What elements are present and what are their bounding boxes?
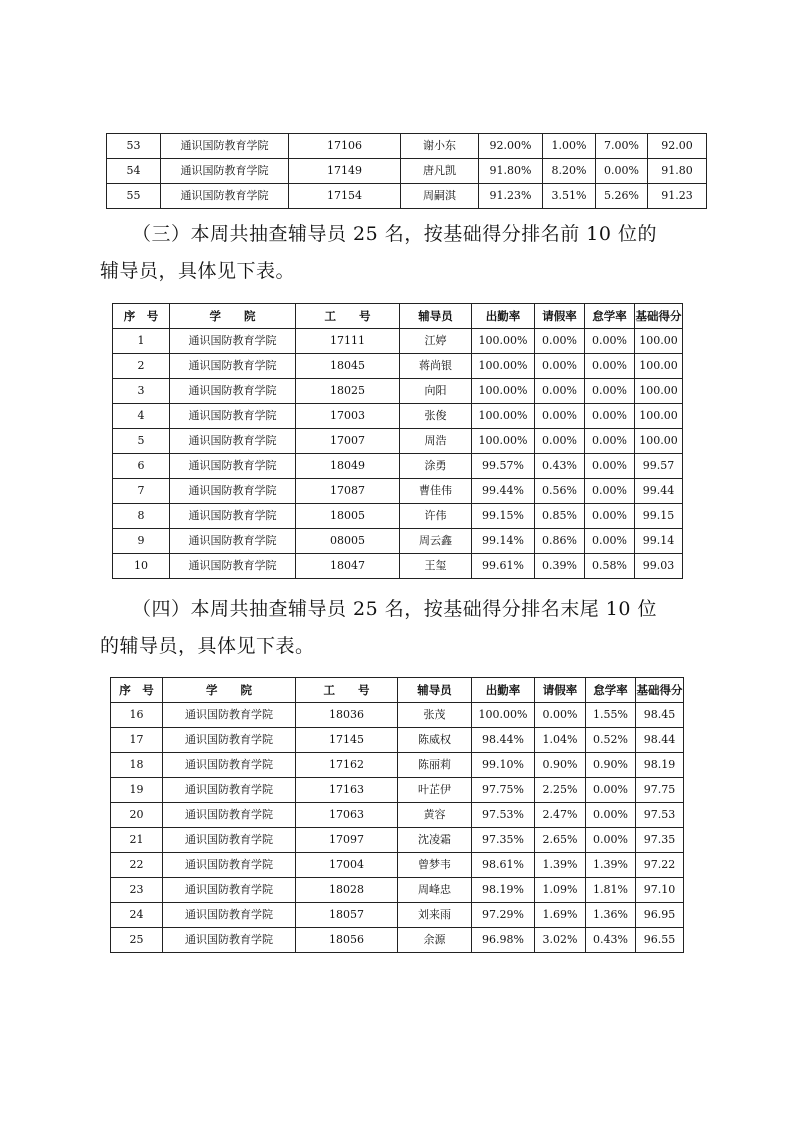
cell-attendance-rate: 99.14% <box>472 529 535 554</box>
table-row <box>111 778 684 803</box>
cell-rank: 4 <box>113 404 170 429</box>
cell-truancy-rate: 0.00% <box>585 504 635 529</box>
continued-ranking-table <box>106 133 707 209</box>
header-leave-rate: 请假率 <box>535 678 586 703</box>
cell-counselor: 陈威权 <box>398 728 472 753</box>
cell-leave-rate: 0.00% <box>535 429 585 454</box>
cell-staff-id: 17145 <box>296 728 398 753</box>
header-staff-id: 工 号 <box>296 304 400 329</box>
cell-counselor: 周嗣淇 <box>401 184 479 209</box>
cell-rank: 3 <box>113 379 170 404</box>
header-truancy-rate: 怠学率 <box>585 304 635 329</box>
cell-rank: 9 <box>113 529 170 554</box>
cell-truancy-rate: 0.00% <box>585 379 635 404</box>
cell-attendance-rate: 92.00% <box>479 134 543 159</box>
table-row <box>111 753 684 778</box>
cell-base-score: 99.15 <box>635 504 683 529</box>
cell-attendance-rate: 91.23% <box>479 184 543 209</box>
cell-attendance-rate: 100.00% <box>472 329 535 354</box>
cell-base-score: 100.00 <box>635 429 683 454</box>
cell-base-score: 100.00 <box>635 379 683 404</box>
table-header-row <box>113 304 683 329</box>
cell-college: 通识国防教育学院 <box>170 429 296 454</box>
cell-college: 通识国防教育学院 <box>163 803 296 828</box>
cell-staff-id: 18056 <box>296 928 398 953</box>
cell-attendance-rate: 99.57% <box>472 454 535 479</box>
cell-leave-rate: 0.00% <box>535 379 585 404</box>
cell-leave-rate: 0.86% <box>535 529 585 554</box>
section-4-line-2: 的辅导员，具体见下表。 <box>100 635 315 657</box>
cell-base-score: 98.44 <box>636 728 684 753</box>
cell-rank: 54 <box>107 159 161 184</box>
cell-college: 通识国防教育学院 <box>170 529 296 554</box>
table-row <box>107 159 707 184</box>
cell-counselor: 江婷 <box>400 329 472 354</box>
cell-attendance-rate: 97.53% <box>472 803 535 828</box>
cell-counselor: 向阳 <box>400 379 472 404</box>
cell-truancy-rate: 0.00% <box>586 778 636 803</box>
table-row <box>111 828 684 853</box>
cell-rank: 53 <box>107 134 161 159</box>
cell-rank: 6 <box>113 454 170 479</box>
table-row <box>111 803 684 828</box>
table-row <box>113 329 683 354</box>
cell-staff-id: 17106 <box>289 134 401 159</box>
cell-rank: 5 <box>113 429 170 454</box>
cell-college: 通识国防教育学院 <box>161 184 289 209</box>
cell-base-score: 98.45 <box>636 703 684 728</box>
cell-counselor: 谢小东 <box>401 134 479 159</box>
cell-attendance-rate: 100.00% <box>472 404 535 429</box>
header-counselor: 辅导员 <box>398 678 472 703</box>
cell-leave-rate: 0.00% <box>535 404 585 429</box>
cell-truancy-rate: 0.43% <box>586 928 636 953</box>
cell-base-score: 99.14 <box>635 529 683 554</box>
cell-counselor: 张茂 <box>398 703 472 728</box>
header-truancy-rate: 怠学率 <box>586 678 636 703</box>
cell-staff-id: 17004 <box>296 853 398 878</box>
cell-truancy-rate: 0.00% <box>585 404 635 429</box>
cell-staff-id: 18045 <box>296 354 400 379</box>
cell-rank: 17 <box>111 728 163 753</box>
cell-counselor: 曹佳伟 <box>400 479 472 504</box>
cell-staff-id: 17162 <box>296 753 398 778</box>
cell-base-score: 96.55 <box>636 928 684 953</box>
cell-college: 通识国防教育学院 <box>163 878 296 903</box>
cell-rank: 25 <box>111 928 163 953</box>
cell-rank: 22 <box>111 853 163 878</box>
cell-leave-rate: 1.39% <box>535 853 586 878</box>
cell-leave-rate: 1.09% <box>535 878 586 903</box>
cell-base-score: 100.00 <box>635 354 683 379</box>
cell-college: 通识国防教育学院 <box>163 778 296 803</box>
cell-leave-rate: 0.43% <box>535 454 585 479</box>
cell-truancy-rate: 0.00% <box>585 354 635 379</box>
cell-attendance-rate: 97.75% <box>472 778 535 803</box>
section-3-line-2: 辅导员，具体见下表。 <box>100 260 296 282</box>
cell-attendance-rate: 96.98% <box>472 928 535 953</box>
cell-leave-rate: 2.25% <box>535 778 586 803</box>
cell-leave-rate: 0.00% <box>535 354 585 379</box>
cell-college: 通识国防教育学院 <box>170 354 296 379</box>
cell-college: 通识国防教育学院 <box>163 828 296 853</box>
cell-rank: 19 <box>111 778 163 803</box>
cell-college: 通识国防教育学院 <box>163 753 296 778</box>
cell-base-score: 99.57 <box>635 454 683 479</box>
cell-base-score: 97.22 <box>636 853 684 878</box>
header-college: 学 院 <box>163 678 296 703</box>
table-row <box>111 928 684 953</box>
cell-leave-rate: 0.39% <box>535 554 585 579</box>
cell-leave-rate: 2.65% <box>535 828 586 853</box>
cell-college: 通识国防教育学院 <box>170 479 296 504</box>
cell-staff-id: 17003 <box>296 404 400 429</box>
cell-counselor: 周云鑫 <box>400 529 472 554</box>
cell-college: 通识国防教育学院 <box>170 504 296 529</box>
cell-college: 通识国防教育学院 <box>170 554 296 579</box>
cell-base-score: 96.95 <box>636 903 684 928</box>
cell-truancy-rate: 7.00% <box>596 134 648 159</box>
cell-counselor: 蒋尚银 <box>400 354 472 379</box>
cell-truancy-rate: 5.26% <box>596 184 648 209</box>
cell-staff-id: 17097 <box>296 828 398 853</box>
cell-staff-id: 17087 <box>296 479 400 504</box>
cell-staff-id: 18028 <box>296 878 398 903</box>
table-row <box>113 354 683 379</box>
cell-rank: 16 <box>111 703 163 728</box>
cell-truancy-rate: 0.90% <box>586 753 636 778</box>
cell-staff-id: 18047 <box>296 554 400 579</box>
cell-college: 通识国防教育学院 <box>170 454 296 479</box>
cell-counselor: 涂勇 <box>400 454 472 479</box>
cell-staff-id: 18025 <box>296 379 400 404</box>
cell-counselor: 黄容 <box>398 803 472 828</box>
header-counselor: 辅导员 <box>400 304 472 329</box>
cell-college: 通识国防教育学院 <box>163 728 296 753</box>
cell-truancy-rate: 0.00% <box>585 329 635 354</box>
cell-truancy-rate: 0.00% <box>585 479 635 504</box>
cell-staff-id: 17007 <box>296 429 400 454</box>
cell-staff-id: 17154 <box>289 184 401 209</box>
cell-leave-rate: 1.69% <box>535 903 586 928</box>
header-staff-id: 工 号 <box>296 678 398 703</box>
section-3-paragraph <box>132 221 657 248</box>
cell-truancy-rate: 0.00% <box>585 429 635 454</box>
cell-staff-id: 17163 <box>296 778 398 803</box>
cell-attendance-rate: 99.10% <box>472 753 535 778</box>
cell-base-score: 97.10 <box>636 878 684 903</box>
table-row <box>111 728 684 753</box>
header-leave-rate: 请假率 <box>535 304 585 329</box>
cell-base-score: 91.80 <box>648 159 707 184</box>
cell-college: 通识国防教育学院 <box>163 903 296 928</box>
cell-counselor: 陈丽莉 <box>398 753 472 778</box>
table-header-row <box>111 678 684 703</box>
cell-staff-id: 17111 <box>296 329 400 354</box>
cell-leave-rate: 0.90% <box>535 753 586 778</box>
cell-attendance-rate: 98.61% <box>472 853 535 878</box>
cell-base-score: 97.35 <box>636 828 684 853</box>
cell-truancy-rate: 0.52% <box>586 728 636 753</box>
section-4-paragraph <box>132 596 657 623</box>
cell-staff-id: 18057 <box>296 903 398 928</box>
bottom-10-counselor-table <box>110 677 684 953</box>
cell-attendance-rate: 100.00% <box>472 354 535 379</box>
cell-college: 通识国防教育学院 <box>161 159 289 184</box>
cell-staff-id: 17149 <box>289 159 401 184</box>
cell-counselor: 周峰忠 <box>398 878 472 903</box>
cell-leave-rate: 3.51% <box>543 184 596 209</box>
table-row <box>113 504 683 529</box>
header-rank: 序 号 <box>111 678 163 703</box>
cell-counselor: 周浩 <box>400 429 472 454</box>
cell-rank: 23 <box>111 878 163 903</box>
top-10-counselor-table <box>112 303 683 579</box>
cell-counselor: 曾梦韦 <box>398 853 472 878</box>
table-row <box>113 429 683 454</box>
cell-attendance-rate: 100.00% <box>472 429 535 454</box>
cell-attendance-rate: 100.00% <box>472 703 535 728</box>
cell-base-score: 97.75 <box>636 778 684 803</box>
cell-college: 通识国防教育学院 <box>163 703 296 728</box>
cell-leave-rate: 0.56% <box>535 479 585 504</box>
cell-attendance-rate: 99.15% <box>472 504 535 529</box>
table-row <box>113 479 683 504</box>
cell-base-score: 91.23 <box>648 184 707 209</box>
cell-base-score: 99.44 <box>635 479 683 504</box>
cell-college: 通识国防教育学院 <box>170 379 296 404</box>
cell-truancy-rate: 1.81% <box>586 878 636 903</box>
cell-staff-id: 18005 <box>296 504 400 529</box>
cell-base-score: 92.00 <box>648 134 707 159</box>
cell-college: 通识国防教育学院 <box>161 134 289 159</box>
section-4-line-1: （四）本周共抽查辅导员 25 名，按基础得分排名末尾 10 位 <box>132 598 658 620</box>
cell-truancy-rate: 0.00% <box>586 803 636 828</box>
cell-counselor: 余源 <box>398 928 472 953</box>
table-row <box>113 529 683 554</box>
cell-staff-id: 17063 <box>296 803 398 828</box>
cell-truancy-rate: 0.00% <box>586 828 636 853</box>
cell-base-score: 98.19 <box>636 753 684 778</box>
cell-truancy-rate: 0.58% <box>585 554 635 579</box>
table-row <box>107 134 707 159</box>
cell-staff-id: 18049 <box>296 454 400 479</box>
header-base-score: 基础得分 <box>635 304 683 329</box>
table-row <box>113 404 683 429</box>
header-college: 学 院 <box>170 304 296 329</box>
table-row <box>111 903 684 928</box>
cell-counselor: 张俊 <box>400 404 472 429</box>
table-row <box>107 184 707 209</box>
cell-counselor: 王玺 <box>400 554 472 579</box>
cell-attendance-rate: 99.44% <box>472 479 535 504</box>
section-3-line-1: （三）本周共抽查辅导员 25 名，按基础得分排名前 10 位的 <box>132 223 658 245</box>
cell-counselor: 沈凌霜 <box>398 828 472 853</box>
cell-college: 通识国防教育学院 <box>163 928 296 953</box>
cell-counselor: 叶芷伊 <box>398 778 472 803</box>
cell-truancy-rate: 1.39% <box>586 853 636 878</box>
cell-staff-id: 08005 <box>296 529 400 554</box>
table-row <box>113 554 683 579</box>
cell-leave-rate: 0.00% <box>535 703 586 728</box>
cell-base-score: 100.00 <box>635 329 683 354</box>
cell-attendance-rate: 91.80% <box>479 159 543 184</box>
header-attendance-rate: 出勤率 <box>472 304 535 329</box>
cell-attendance-rate: 98.44% <box>472 728 535 753</box>
cell-rank: 24 <box>111 903 163 928</box>
header-base-score: 基础得分 <box>636 678 684 703</box>
table-row <box>111 878 684 903</box>
cell-college: 通识国防教育学院 <box>170 329 296 354</box>
cell-college: 通识国防教育学院 <box>163 853 296 878</box>
section-4-paragraph-cont <box>100 633 315 660</box>
cell-rank: 18 <box>111 753 163 778</box>
cell-leave-rate: 0.85% <box>535 504 585 529</box>
header-rank: 序 号 <box>113 304 170 329</box>
cell-leave-rate: 2.47% <box>535 803 586 828</box>
cell-truancy-rate: 1.36% <box>586 903 636 928</box>
cell-rank: 10 <box>113 554 170 579</box>
cell-leave-rate: 8.20% <box>543 159 596 184</box>
cell-base-score: 100.00 <box>635 404 683 429</box>
cell-attendance-rate: 97.35% <box>472 828 535 853</box>
cell-rank: 1 <box>113 329 170 354</box>
cell-base-score: 99.03 <box>635 554 683 579</box>
table-row <box>111 853 684 878</box>
section-3-paragraph-cont <box>100 258 295 285</box>
cell-counselor: 许伟 <box>400 504 472 529</box>
cell-leave-rate: 1.00% <box>543 134 596 159</box>
cell-truancy-rate: 0.00% <box>585 454 635 479</box>
cell-base-score: 97.53 <box>636 803 684 828</box>
cell-leave-rate: 3.02% <box>535 928 586 953</box>
cell-truancy-rate: 0.00% <box>585 529 635 554</box>
cell-truancy-rate: 0.00% <box>596 159 648 184</box>
header-attendance-rate: 出勤率 <box>472 678 535 703</box>
cell-rank: 21 <box>111 828 163 853</box>
cell-staff-id: 18036 <box>296 703 398 728</box>
cell-attendance-rate: 97.29% <box>472 903 535 928</box>
cell-college: 通识国防教育学院 <box>170 404 296 429</box>
table-row <box>111 703 684 728</box>
cell-leave-rate: 1.04% <box>535 728 586 753</box>
cell-counselor: 刘来雨 <box>398 903 472 928</box>
cell-attendance-rate: 99.61% <box>472 554 535 579</box>
cell-rank: 55 <box>107 184 161 209</box>
cell-rank: 2 <box>113 354 170 379</box>
cell-counselor: 唐凡凯 <box>401 159 479 184</box>
table-row <box>113 379 683 404</box>
cell-leave-rate: 0.00% <box>535 329 585 354</box>
cell-rank: 7 <box>113 479 170 504</box>
cell-attendance-rate: 100.00% <box>472 379 535 404</box>
cell-rank: 20 <box>111 803 163 828</box>
cell-rank: 8 <box>113 504 170 529</box>
cell-truancy-rate: 1.55% <box>586 703 636 728</box>
table-row <box>113 454 683 479</box>
cell-attendance-rate: 98.19% <box>472 878 535 903</box>
